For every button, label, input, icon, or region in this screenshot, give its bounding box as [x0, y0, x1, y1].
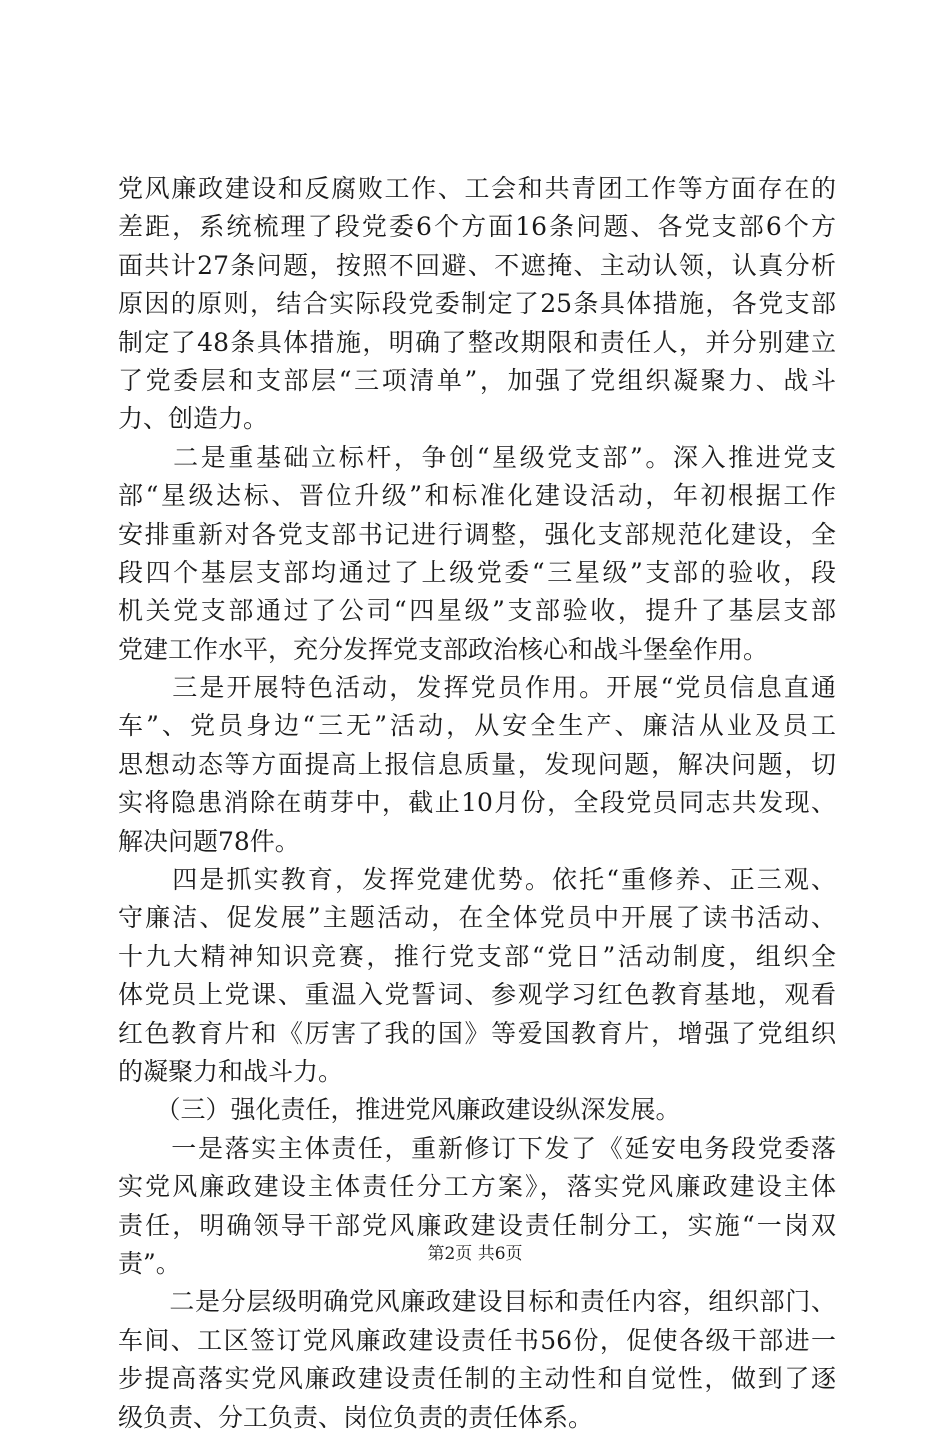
text-line: 级负责、分工负责、岗位负责的责任体系。 [118, 1402, 594, 1432]
text-line: 差距，系统梳理了段党委6个方面16条问题、各党支部6个方 [118, 212, 836, 242]
text-line: 部“星级达标、晋位升级”和标准化建设活动，年初根据工作 [118, 481, 836, 511]
text-line: 体党员上党课、重温入党誓词、参观学习红色教育基地，观看 [118, 980, 836, 1010]
text-line: 守廉洁、促发展”主题活动，在全体党员中开展了读书活动、 [118, 903, 836, 933]
text-line: 责”。 [118, 1248, 181, 1278]
text-line: 制定了48条具体措施，明确了整改期限和责任人，并分别建立 [118, 327, 836, 357]
text-line: （三）强化责任，推进党风廉政建设纵深发展。 [118, 1095, 681, 1125]
page-footer: 第2页 共6页 [427, 1244, 523, 1264]
text-line: 党建工作水平，充分发挥党支部政治核心和战斗堡垒作用。 [118, 634, 769, 664]
text-line: 机关党支部通过了公司“四星级”支部验收，提升了基层支部 [118, 596, 836, 626]
text-line: 二是重基础立标杆，争创“星级党支部”。深入推进党支 [118, 442, 836, 472]
text-line: 安排重新对各党支部书记进行调整，强化支部规范化建设，全 [118, 519, 836, 549]
text-line: 十九大精神知识竞赛，推行党支部“党日”活动制度，组织全 [118, 941, 836, 971]
text-line: 力、创造力。 [118, 404, 269, 434]
text-line: 三是开展特色活动，发挥党员作用。开展“党员信息直通 [118, 673, 836, 703]
text-line: 段四个基层支部均通过了上级党委“三星级”支部的验收，段 [118, 557, 836, 587]
text-line: 实将隐患消除在萌芽中，截止10月份，全段党员同志共发现、 [118, 788, 836, 818]
text-line: 一是落实主体责任，重新修订下发了《延安电务段党委落 [118, 1133, 836, 1163]
text-line: 党风廉政建设和反腐败工作、工会和共青团工作等方面存在的 [118, 174, 836, 203]
text-line: 车”、党员身边“三无”活动，从安全生产、廉洁从业及员工 [118, 711, 836, 741]
text-line: 了党委层和支部层“三项清单”，加强了党组织凝聚力、战斗 [118, 365, 836, 395]
text-line: 责任，明确领导干部党风廉政建设责任制分工，实施“一岗双 [118, 1210, 836, 1240]
text-line: 步提高落实党风廉政建设责任制的主动性和自觉性，做到了逐 [118, 1364, 836, 1394]
text-line: 解决问题78件。 [118, 826, 300, 856]
text-line: 二是分层级明确党风廉政建设目标和责任内容，组织部门、 [118, 1287, 836, 1317]
text-line: 实党风廉政建设主体责任分工方案》，落实党风廉政建设主体 [118, 1172, 836, 1202]
text-line: 原因的原则，结合实际段党委制定了25条具体措施，各党支部 [118, 289, 836, 319]
text-line: 红色教育片和《厉害了我的国》等爱国教育片，增强了党组织 [118, 1018, 836, 1048]
text-line: 面共计27条问题，按照不回避、不遮掩、主动认领，认真分析 [118, 250, 836, 280]
text-line: 思想动态等方面提高上报信息质量，发现问题，解决问题，切 [118, 749, 836, 779]
text-line: 四是抓实教育，发挥党建优势。依托“重修养、正三观、 [118, 865, 836, 895]
text-line: 车间、工区签订党风廉政建设责任书56份，促使各级干部进一 [118, 1325, 836, 1355]
text-line: 的凝聚力和战斗力。 [118, 1056, 344, 1086]
